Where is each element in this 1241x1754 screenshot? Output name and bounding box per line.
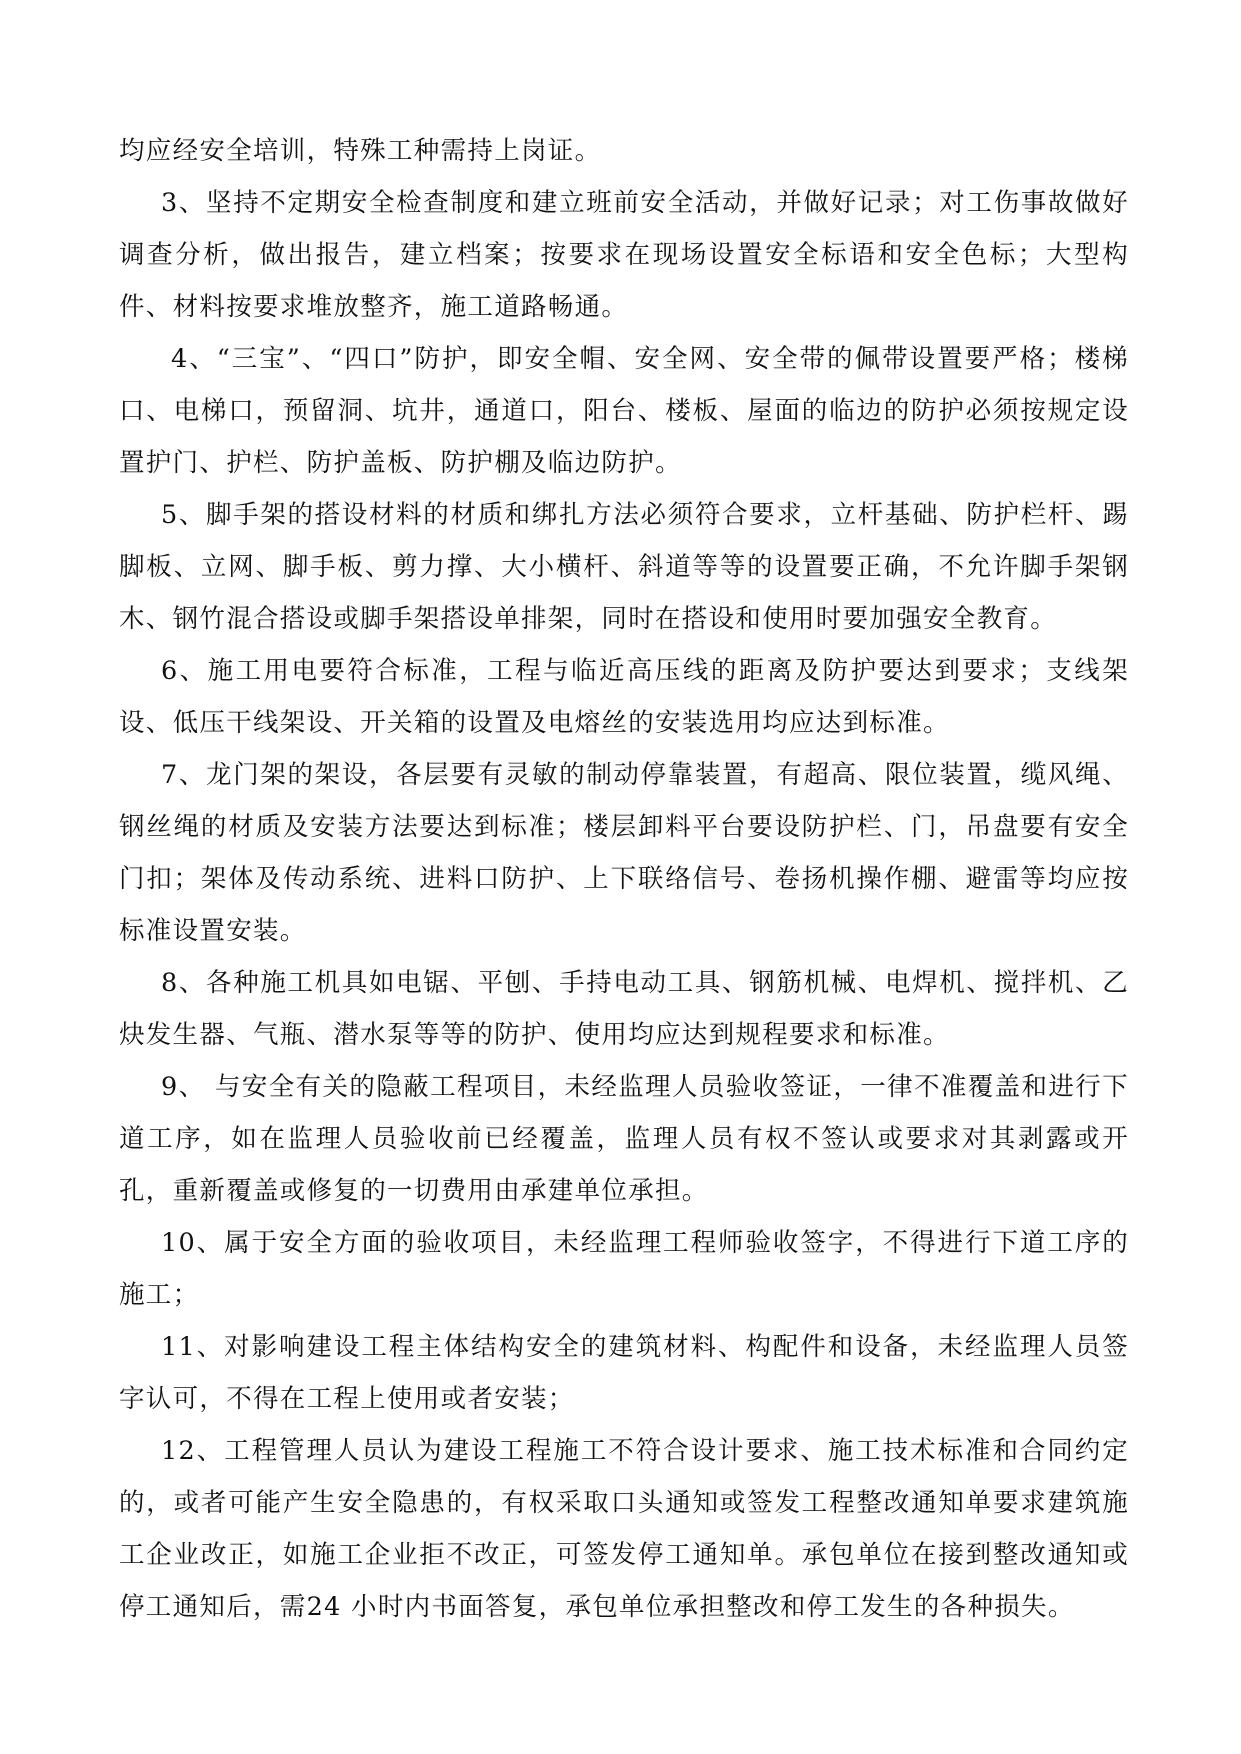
paragraph-item-3: 3、坚持不定期安全检查制度和建立班前安全活动，并做好记录；对工伤事故做好调查分析，做出报告，建立档案；按要求在现场设置安全标语和安全色标；大型构件、材料按要求堆放整齐，施工道路畅通。 <box>119 188 1129 322</box>
paragraph-continuation: 均应经安全培训，特殊工种需持上岗证。 <box>119 136 602 166</box>
document-body <box>119 125 1129 1633</box>
paragraph-item-8: 8、各种施工机具如电锯、平刨、手持电动工具、钢筋机械、电焊机、搅拌机、乙炔发生器、气瓶、潜水泵等等的防护、使用均应达到规程要求和标准。 <box>119 968 1129 1050</box>
paragraph-item-7: 7、龙门架的架设，各层要有灵敏的制动停靠装置，有超高、限位装置，缆风绳、钢丝绳的材质及安装方法要达到标准；楼层卸料平台要设防护栏、门，吊盘要有安全门扣；架体及传动系统、进料口防护、上下联络信号、卷扬机操作棚、避雷等均应按标准设置安装。 <box>119 760 1129 946</box>
paragraph-item-9: 9、 与安全有关的隐蔽工程项目，未经监理人员验收签证，一律不准覆盖和进行下道工序，如在监理人员验收前已经覆盖，监理人员有权不签认或要求对其剥露或开孔，重新覆盖或修复的一切费用由承建单位承担。 <box>119 1072 1129 1206</box>
paragraph-item-4: 4、“三宝”、“四口”防护，即安全帽、安全网、安全带的佩带设置要严格；楼梯口、电梯口，预留洞、坑井，通道口，阳台、楼板、屋面的临边的防护必须按规定设置护门、护栏、防护盖板、防护棚及临边防护。 <box>119 344 1129 478</box>
paragraph-item-11: 11、对影响建设工程主体结构安全的建筑材料、构配件和设备，未经监理人员签字认可，不得在工程上使用或者安装； <box>119 1332 1129 1414</box>
paragraph-item-6: 6、施工用电要符合标准，工程与临近高压线的距离及防护要达到要求；支线架设、低压干线架设、开关箱的设置及电熔丝的安装选用均应达到标准。 <box>119 656 1129 738</box>
paragraph-item-10: 10、属于安全方面的验收项目，未经监理工程师验收签字，不得进行下道工序的施工； <box>119 1228 1129 1310</box>
paragraph-item-5: 5、脚手架的搭设材料的材质和绑扎方法必须符合要求，立杆基础、防护栏杆、踢脚板、立网、脚手板、剪力撑、大小横杆、斜道等等的设置要正确，不允许脚手架钢木、钢竹混合搭设或脚手架搭设单排架，同时在搭设和使用时要加强安全教育。 <box>119 500 1129 634</box>
paragraph-item-12: 12、工程管理人员认为建设工程施工不符合设计要求、施工技术标准和合同约定的，或者可能产生安全隐患的，有权采取口头通知或签发工程整改通知单要求建筑施工企业改正，如施工企业拒不改正，可签发停工通知单。承包单位在接到整改通知或停工通知后，需24 小时内书面答复，承包单位承担整改和停工发生的各种损失。 <box>119 1436 1129 1622</box>
